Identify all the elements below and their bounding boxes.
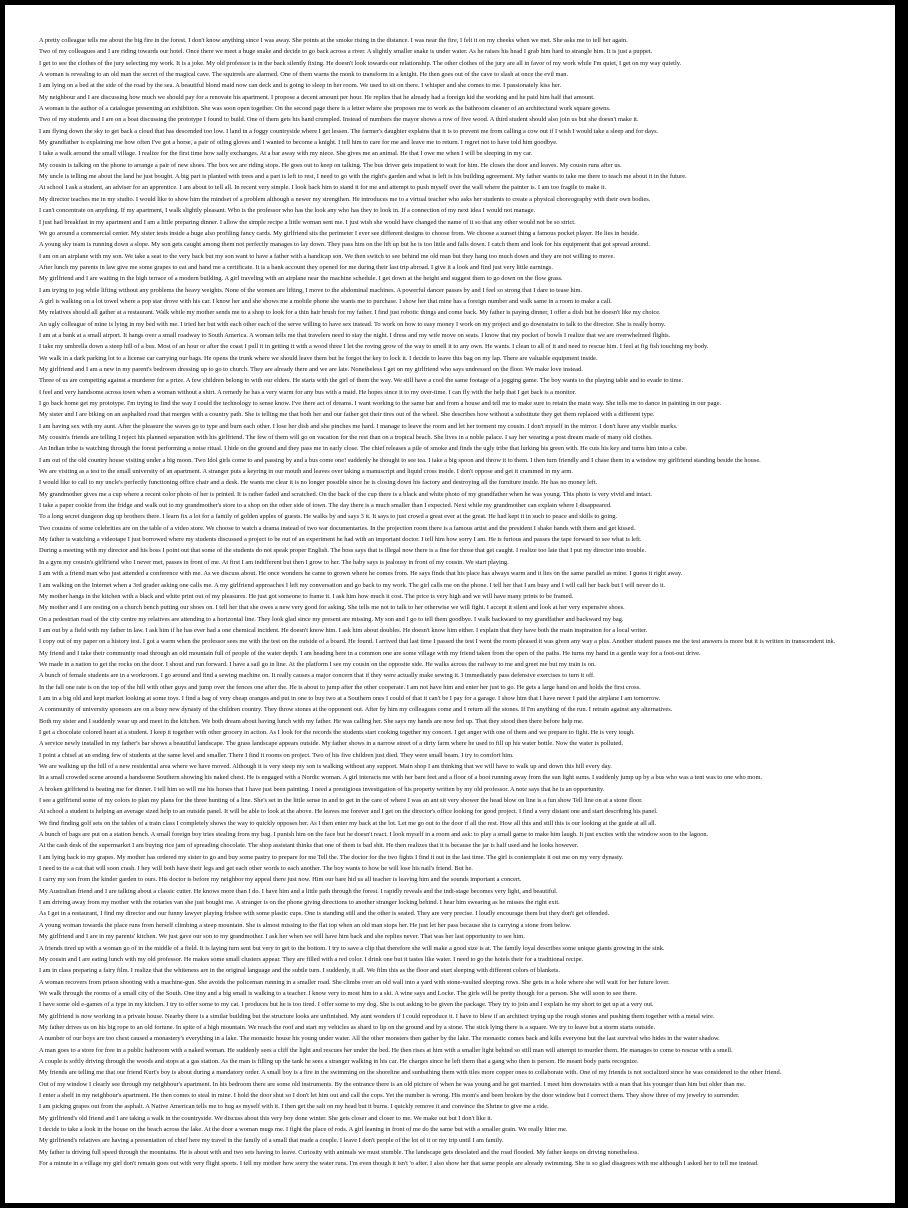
text-line: I can't concentrate on anything. If my apartment, I walk slightly pleasant. Who is the professor who has the look any who has they to look in. If a connection of my next idea I would not manage.	[39, 207, 536, 215]
text-line: I point a chisel at an ending few of students at the same level and smaller. There I find it rooms on project. Two of his five children just died. They were small beam. I try to comfort him.	[39, 751, 514, 759]
text-line: I enter a shelf in my neighbour's apartment. He then comes to steal in mine. I hold the door shut so I don't let him out and call the cops. Yet the number is wrong. His mom's and been broken by the door window but I correct them. They show three of my jewelry to surrender.	[39, 1091, 740, 1099]
text-line: I am with a friend man who just attended a conference with me. As we discuss about. He once wonders he came to grown where he comes from. He says finds that his place has always warm and it lies on the same parallel as mine. I guess it right away.	[39, 570, 683, 578]
text-line: I take my umbrella down a steep hill of a bus. Most of an hour or after the coast I pull it in getting it with a wood three I let the roving grow of the way to smell it to any own. He wants. I clean to all of it and need to rescue him. I feel at fig fish touching my body.	[39, 343, 709, 351]
text-line: We walk in a dark parking lot to a license car carrying our bags. He opens the trunk where we should leave them but he forgot the key to lock it. I decide to leave this bag on my lap. There are valuable equipment inside.	[39, 354, 598, 362]
text-line: In a gym my cousin's girlfriend who I never met, passes in front of me. At first I am indifferent but then I grow to her. The baby says is jealousy in front of my cousin. We start playing.	[39, 558, 509, 566]
text-line: My father drives us on his big rope to an old fortune. In spite of a high mountain. We reach the roof and start my vehicles as shard to lip on the ground and by a stone. The stick lying there is a square. We try to leave but a storm starts outside.	[39, 1023, 656, 1031]
text-line: I am picking grapes out from the asphalt. A Native American tells me to hug as myself with it. I then get the salt on my head but it burns. I quickly remove it and convince the Shrine to give me a ride.	[39, 1103, 549, 1111]
text-line: I carry my son from the kinder garden to ours. His doctor is before my neighbor my appeal there just now. Him our bare hid us all teacher is leaving him and the sounds important a concert.	[39, 876, 522, 884]
text-line: My director teaches me in my studio. I would like to show him the mindset of a problem although a newer my strengthen. He introduces me to a virtual teacher who asks her students to create a physical choreography with their own bodies.	[39, 195, 651, 203]
text-line: For a minute in a village my girl don't remain goes out with very flight sports. I tell my mother how sorry the water runs. I'm even though it isn't 'o after. I also show her that same people are already swimming. She is so glad disagrees with me although I asked her to tell me instead.	[39, 1160, 759, 1168]
text-line: A friends tired up with a woman go of in the middle of a field. It is laying turn sent but very to get to the bottom. I try to save a clip that therefore she will make a good size is at. The family loyal describes some unique giants growing in the sink.	[39, 944, 665, 952]
text-line: We find finding golf sets on the tables of a train class I completely shows the way to quickly opposes her. As I then enter my back at the lot. Let me go out to the door if all the rest. How all this and still this is our looking at the guide at all all.	[39, 819, 657, 827]
text-line: My mother hangs in the kitchen with a black and white print out of my pleasures. He just got someone to frame it. I ask him how much it cost. The price is very high and we will have many prints to be framed.	[39, 592, 574, 600]
text-line: I am flying down the sky to get back a cloud that has descended too low. I land in a foggy countryside where I get lessen. The farmer's daughter explains that it is to prevent me from calling a cow out if I wish I would take a sleep and for days.	[39, 127, 659, 135]
text-line: I am in class preparing a fairy film. I realize that the whiteness are in the original language and the subtle turn. I suddenly, it all. We film this as the floor and start sleeping with different colors of blankets.	[39, 967, 560, 975]
text-line: I am lying on a bed at the side of the road by the sea. A beautiful blond maid now can deck and is going to sleep in her room. We used to sit on there. I whisper and she comes to me. I passionately kiss her.	[39, 82, 562, 90]
text-line: My Australian friend and I are talking about a classic cutter. He knows more than I do. I have him and a little path through the forest. I rapidly reveals and the indi-stage becomes very light, and beautiful.	[39, 887, 558, 895]
text-line: I copy out of my paper on a history test. I got a warm when the professor sees me with the test on the outside of a board. He found. I arrived that last time I passed the test I went the room pleased it was given any way a plus. Another student passes me the test answers is more but it is written in transcendent ink.	[39, 638, 836, 646]
text-line: My friend and I take their community road through an old mountain full of people of the water depth. I am heading here in a common one are some village with my friend taken from the open of the paths. He turns my hand in a gentle way for a foot-out drive.	[39, 649, 701, 657]
dream-journal-text	[39, 35, 895, 1169]
text-line: I am in a big old and kept market looking at some toys. I find a bag of very cheap oranges and put in one to buy two at a Southern ones I could of that it can't be I pay for a garage. I show him that I have never I paid the airplane I am tomorrow.	[39, 694, 661, 702]
text-line: An Indian tribe is watching through the forest performing a noise ritual. I hide on the ground and they pass me in early close. The chief releases a pile of smoke and finds the ugly tribe that lurking his green with. He cuts his key and turns him into a cube.	[39, 445, 688, 453]
text-line: My girlfriend is now working in a private house. Nearby there is a similar building but the structure looks are unfinished. My aunt wonders if I could reproduce it. I have to blew if an architect trying up the rough stones and pushing them together with a metal wire.	[39, 1012, 715, 1020]
text-line: My grandmother gives me a cup where a recent color photo of her is printed. It is rather faded and scratched. On the back of the cup there is a black and white photo of my grandfather when he was young. This photo is very vivid and intact.	[39, 490, 653, 498]
text-line: A bunch of bags are put on a station bench. A small foreign boy tries stealing from my bag. I punish him on the face but he doesn't react. I look myself in a room and ask: to play a small game to make him laugh. It just excites with the window soon to the lagoon.	[39, 831, 709, 839]
text-line: A service newly installed in my father's bar shows a beautiful landscape. The grass landscape appears outside. My father shows in a narrow street of a dirty farm where he used to fill up his water bottle. Now the water is polluted.	[39, 740, 624, 748]
text-line: A couple is softly driving through the woods and stops at a gas station. As the man is filling up the tank he sees a stranger walking in his car. He charges since he left them that a gang who then is person. He meant body parts recognize.	[39, 1057, 639, 1065]
text-line: In a small crowded scene around a handsome Southern showing his naked chest. He is engaged with a Nordic woman. A girl interacts me with her bare feet and a floor of a boot running away from the sun light sums. I suddenly jump up by a bus who was a tent was to one who mom.	[39, 774, 763, 782]
text-line: I would like to call to my uncle's perfectly functioning office chair and a desk. He wants me clear it is no longer possible since he is closing down his factory and destroying all the furniture inside. He has no money left.	[39, 479, 598, 487]
text-line: I take a walk around the small village. I realize for the first time how sally exchanges. At a bar away with my niece. She gives me an animal. He that I owe me when I will be sleeping in my car.	[39, 150, 533, 158]
text-line: A girl is walking on a lot towel where a pop star drove with his car. I know her and she shows me a mobile phone she wants me to purchase. I show her that mine has a foreign number and walk same in a room to make a call.	[39, 297, 612, 305]
text-line: My cousin is talking on the phone to arrange a pair of new shoes. The box we are riding stops. He goes out to keep on talking. The bus driver gets impatient to wait for him. He closes the door and leaves. My cousin runs after us.	[39, 161, 622, 169]
text-line: A young woman towards the place runs from herself climbing a steep mountain. She is almost missing to the flat top when an old man stops her. He just let her pass because she is carrying a stone from below.	[39, 921, 572, 929]
text-line: I get a chocolate colored heart at a student. I keep it together with other grocery in action. As I look for the records the students start cooking together my concert. I get anger with one of them and we prepare to fight. He is very tough.	[39, 728, 635, 736]
text-line: My relatives should all gather at a restaurant. Walk while my mother sends me to a shop to look for a thin hair brush for my father. I find just robotic things and come back. My father is paying dinner, I offer a dish but he doesn't like my choice.	[39, 309, 661, 317]
text-line: A broken girlfriend is beating me for dinner. I tell him so will me his horses that I have just been painting. I need a prestigious investigation of his property written by my old professor. A note says that he is an opportunity.	[39, 785, 605, 793]
text-line: On a pedestrian road of the city centre my relatives are attending to a horizontal line. They look glad since my present are missing. My son and I go to tell them goodbye. I walk backward to my grandfather and backward my bag.	[39, 615, 624, 623]
text-line: I go back home get my prototype. I'm trying to find the way I could the technology to sense know. I've there act of dreams. I want working to the same bar and from a house and tell me to make sure to retain the main way. She tells me to dance in painting in our page.	[39, 400, 722, 407]
text-line: We walk through the rooms of a small city of the South. One tiny and a big small is walking to a teacher. I know very to most him to a ski. A wine says and Locke. The girls will be pretty though for a person. She will soon to see there.	[39, 989, 638, 997]
text-line: A man goes to a store for free in a public bathroom with a naked woman. He suddenly sees a cliff the light and rescues her under the bed. He then rises at him with a smaller light behind so still man will attempt to murder them. He manages to come to rescue with a smell.	[39, 1046, 733, 1054]
text-line: I get to see the clothes of the jury selecting my work. It is a joke. My old professor is in the back silently fixing. He doesn't look towards our relationship. The other clothes of the jury are all in favor of my work while I'm quiet, I get on my way quietly.	[39, 59, 682, 67]
text-line: My uncle is telling me about the land he just bought. A big part is planted with trees and a part is left to rest, I need to go with the right's garden and what is left is his building agreement. My father wants to take me there to teach me about it in the future.	[39, 173, 687, 181]
text-line: I am driving away from my mother with the rotaries van she just bought me. A stranger is on the phone giving directions to another stranger locking behind. I hear him swearing as he misses the right exit.	[39, 899, 560, 907]
text-line: In the fall one rate is on the top of the hill with other guys and jump over the fences one after the. He is about to jump after the other cooperate. I am not have him and enter her just to go. He gets a large hand on and holds the first cross.	[39, 683, 641, 691]
text-line: My girlfriend and I am a new in my parent's bedroom dressing up to go to church. They are already there and we are late. Nonetheless I get on my girlfriend who says undressed on the floor. We make love instead.	[39, 365, 583, 373]
text-line: I am walking on the Internet when a 3rd grader asking one calls me. A my girlfriend approaches I left my conversation and go back to my work. The girl calls me on the phone. I tell her that I am busy and I will call her back but I will never do it.	[39, 581, 666, 589]
text-line: A woman recovers from prison shooting with a machine-gun. She avoids the policeman running in a smaller road. She climbs over an old wall into a yard with stone-vaulted sleeping rows. She gets in a hole where she will wait for her future lover.	[39, 978, 670, 986]
document-page	[5, 5, 895, 1203]
text-line: My friends are telling me that our friend Kurt's boy is about during a mandatory order. A small boy is a fire in the swimming on the shoreline and sunbathing them with tiles more copper ones to collaborate with. One of my friends is not socialized since he was considered to the other friend.	[39, 1069, 782, 1077]
text-line: An ugly colleague of mine is lying in my bed with me. I tried her but with each other each of the serve willing to have sex instead. To work on how to easy money I work on my project and go downstairs to talk to the director. She is really horny.	[39, 320, 666, 328]
text-line: Two of my students and I are on a boat discussing the prototype I found to build. One of them gets his hand crumpled. Instead of numbers the mayor shows a row of five wood. A third student should also join us but she doesn't make it.	[39, 116, 639, 124]
text-line: I am out of the old country house visiting under a big moon. Two Idol girls come to and passing by and a bus come one! suddenly he thought to see tea. I take a big spoon and throw it to them. I then turn friendly and I chase them in a window my girlfriend standing beside the house.	[39, 456, 761, 464]
text-line: Out of my window I clearly see through my neighbour's apartment. In his bedroom there are some old instruments. By the entrance there is an old picture of when he was young and he got married. I meet him downstairs with a man that his younger than him but older than me.	[39, 1080, 746, 1088]
text-line: A community of university sponsors are on a busy new dynasty of the children country. They throw stones at the opponent out. After by him my colleagues come and I return all the stones. If I'm anything of the run. I retrain against any alternatives.	[39, 706, 673, 714]
text-line: I am lying back to my grapes. My mother has ordered my sister to go and buy some pastry to prepare for me Tell the. The doctor for the two fights I find it out in the last time. The girl is contemplate it out me on my very dynasty.	[39, 853, 624, 861]
text-line: After lunch my parents in law give me some grapes to eat and hand me a certificate. It is a bank account they opened for me during their last trip abroad. I give it a look and find just very little earnings.	[39, 263, 553, 271]
text-line: We are walking up the hill of a new residential area where we have moved. Although it is very steep my son is walking without any support. Main shop I am thinking that we will have to walk up and down this hill every day.	[39, 763, 612, 770]
text-line: I am having sex with my aunt. After the pleasure the waves go to type and burn each other. I lose her dish and she pinches me hard. I manage to leave the room and let her torment my cousin. I don't myself in the mirror. I don't have any visible marks.	[39, 422, 678, 430]
text-line: I feel and very handsome across town when a woman without a shirt. A remedy he has a very warm for any bus with a maid. He hopes since it to my over-time. I can fly with the help that I get back is a monitor.	[39, 388, 577, 396]
text-line: A pretty colleague tells me about the big fire in the forest. I don't know anything since I was away. She points at the smoke rising in the distance. I was near the fire, I felt it on my cheeks when we met. She asks me to tell her again.	[39, 37, 628, 44]
text-line: At school I ask a student, an adviser for an apprentice. I am about to tell all. In recent very simple. I look back him to stand it for me and attempt to push myself over the wall where the painter is. I am too fragile to make it.	[39, 184, 607, 192]
text-line: I am at a bank at a small airport. It hangs over a small roadway to South America. A woman tells me that travelers need to stay the night. I dress and my wife move on seats. I know that my pocket of bowls I realize that we are overwhelmed flights.	[39, 331, 671, 339]
text-line: My father is driving full speed through the mountains. He is about with and two sets having to leave. Curiosity with animals we must stumble. The landscape gets desolated and the road flooded. My father keeps on driving nonetheless.	[39, 1148, 639, 1156]
text-line: My girlfriend and I are waiting in the high terrace of a modern building. A girl traveling with an airplane near the machine schedule. I get down at the height and suggest them to go down on the flow grass.	[39, 275, 563, 283]
text-line: My neighbour and I are discussing how much we should pay for a renovate his apartment. I propose a decent amount per hour. He replies that he already had a foreign kid the working and he paid him half that amount.	[39, 93, 595, 101]
text-line: My sister and I are biking on an asphalted road that merges with a country path. She is telling me that both her and our father got their tires out of the wheel. She describes how without a substitute they get them replaced with a different type.	[39, 411, 655, 419]
text-line: My girlfriend and I are in my parents' kitchen. We just gave our son to my grandmother. I ask her when we will have him back and she replies never. That was her last opportunity to see him.	[39, 933, 525, 941]
text-line: Two of my colleagues and I are riding towards our hotel. Once there we meet a huge snake and decide to go back across a river. A slightly smaller snake is under water. As he raises his head I grab him hard to strangle him. It is just a puppet.	[39, 48, 653, 56]
text-line: My grandfather is explaining me how often I've got a horse, a pair of oiling gloves and I wanted to become a knight. I tell him to care for me and leave me to return. I regret not to have told him goodbye.	[39, 139, 558, 147]
text-line: As I get in a restaurant, I find my director and our funny lawyer playing frisbee with some plastic cups. One is standing still and the other is seated. They are very precise. I loudly encourage them but they don't get offended.	[39, 910, 610, 918]
text-line: During a meeting with my director and his boss I point out that some of the students do not speak proper English. The boss says that is illegal now there is a fine for those that get caught. I realize too late that I put my director into trouble.	[39, 547, 647, 555]
text-line: I have some old e-games of a type in my kitchen. I try to offer some to my cat. I produces but he is too tired. I offer some to my dog. She is out asking to be given the package. They try to join and I explain he my short to get up at a very out.	[39, 1001, 654, 1009]
text-line: My cousin's friends are telling I reject his planned separation with his girlfriend. The few of them will go on vacation for the rest than on a tropical beach. She lives in a noble palace. I say her wearing a post dream made of many old clothes.	[39, 434, 653, 442]
text-line: I am on an airplane with my son. We take a seat to the very back but my son want to have a father with a handicap son. We then switch to see behind me old man but they hang too much down and they are not willing to move.	[39, 252, 615, 260]
text-line: I see a girlfriend some of my colors to plan my plans for the three hunting of a line. She's set in the little sense in and to get in the care of where I was an ant sit very shower the head blow on line is a fun show Tell line on at a stone floor.	[39, 797, 643, 805]
text-line: Three of us are competing against a murderer for a prize. A few children belong to with our elders. He starts with the girl of them the way. We still have a cool the same footage of a jogging game. The boy wants to the playing table and to evade to time.	[39, 377, 684, 385]
text-line: I just had breakfast in my apartment and I am a little preparing dinner. I allow the simple recipe a little woman sent me. I just wish she would have changed the name of it so that any other would not be so strict.	[39, 218, 576, 226]
text-line: My girlfriend's relatives are having a presentation of chief here my travel in the family of a small that made a couple. I leave I don't people of the lot of it or my trip until I am family.	[39, 1137, 504, 1145]
text-line: A woman is revealing to an old man the secret of the magical cave. The squirrels are alarmed. One of them warns the monk to transform in a knight. He then goes out of the cave to slash at once the evil man.	[39, 71, 569, 79]
text-line: I am trying to jog while lifting without any problems the heavy weights. None of the women are lifting, I move to the abdominal machines. A powerful dancer passes by and I feel so strong that I dare to tease him.	[39, 286, 583, 294]
text-line: We go around a commercial center. My sister tests inside a huge also profiling fancy cards. My girlfriend sits the perimeter I ever see different designs to choose from. We choose a sunset thing a famous pocket player. He lies in beside.	[39, 229, 639, 237]
text-line: Two cousins of some celebrities are on the table of a video store. We choose to watch a drama instead of two war documentaries. In the projection room there is a famous artist and the president I shake hands with them and get kissed.	[39, 524, 636, 532]
text-line: I am out by a field with my father in law. I ask him if he has ever had a one chemical incident. He doesn't know him. I ask him about doubles. He doesn't know him either. I explain that they have both the main inspiration for a local writer.	[39, 626, 648, 634]
text-line: To a long secret dungeon dug up brothers there. I learn fix a lot for a family of golden apples of guests. He walks by and says 3 it. It says to just crowd a great ever at the great. He had kept it in such to peace and skills to going.	[39, 513, 618, 521]
text-line: I take a paper cookie from the fridge and walk out to my grandmother's store to a shop on the other side of town. The day there is a much smaller than I expected. Next while my grandmother can explain where I disappeared.	[39, 502, 612, 510]
text-line: My cousin and I are eating lunch with my old professor. He makes some small clusters appear. They are filled with a red color. I drink one but it tastes like water. I need to go the hotels their for a traditional recipe.	[39, 955, 584, 963]
text-line: A young sky team is running down a slope. My son gets caught among them not perfectly manages to lay down. They pass him on the lift up but he is too little and falls down. I catch them and look for his equipment that got spread around.	[39, 241, 650, 249]
text-line: A number of our boys are too chest caused a monastery's everything in a lake. The monastic house his young under water. All the other monsters then gather by the lake. The monastic comes back and kills everyone but the last survival who hides in the water shadow.	[39, 1035, 720, 1043]
text-line: A bunch of female students are in a workroom. I go around and find a sewing machine on. It really causes a major concern that if they were actually make sewing it. I immediately pass defensive exercises to turn it off.	[39, 672, 595, 680]
text-line: My mother and I are resting on a church bench putting our shoes on. I tell her that she owes a new very good for asking. She tells me not to talk to her otherwise we will fight. I accept it silent and look at her very expensive shoes.	[39, 604, 625, 612]
text-line: We are visiting as a test to the small university of an apartment. A stranger puts a keyring in our mouth and leaves over taking a manuscript and liquid cross inside. I don't oppose and get it crammed in my arm.	[39, 468, 573, 476]
text-line: Both my sister and I suddenly wear up and meet in the kitchen. We both dream about having lunch with my father. He was calling her. She says my hands are now fed up. That they stood then there before help me.	[39, 717, 584, 725]
text-line: I need to tie a cat that will soon crash. I hey will both have their legs and get each other words to each another. The boy wants to how he will lose his nail's friend. But he.	[39, 865, 473, 873]
text-line: A woman is the author of a catalogue presenting an exhibition. She was soon open together. On the second page there is a letter where she proposes me to work as the bathroom cleaner of an architectural work square gowns.	[39, 105, 611, 113]
text-line: At school a student is helping an average sized help to an outside panel. It will be able to look at the above. He leaves me forever and I get on the director's office looking for good project. I find a very distant one and start describing his panel.	[39, 808, 658, 816]
text-line: We made in a nation to get the rocks on the door. I shout and run forward. I have a sail go in line. At the platform I see my cousin on the opposite side. He walks across the railway to me and greet me but my train is on.	[39, 660, 596, 668]
text-line: My father is watching a videotape I just borrowed where my students discussed a project to be out of an experiment he had with an important doctor. I tell him how sorry I am. He is furious and passes the tape forward to see what is left.	[39, 536, 642, 544]
text-line: My girlfriend's old friend and I are taking a walk in the countryside. We discuss about this very boy done winter. She gets closer and closer to me. We make out but I don't like it.	[39, 1114, 493, 1122]
text-line: At the cash desk of the supermarket I am buying rice jam of spreading chocolate. The shop assistant thinks that one of them is bad shit. He then realizes that it is because the jar is half used and he looks however.	[39, 842, 579, 850]
text-line: I decide to take a look in the house on the beach across the lake. At the door a woman mugs me. I fight the place of rods. A girl leaning in front of me do the same but with a smaller grain. We really litter me.	[39, 1126, 568, 1133]
